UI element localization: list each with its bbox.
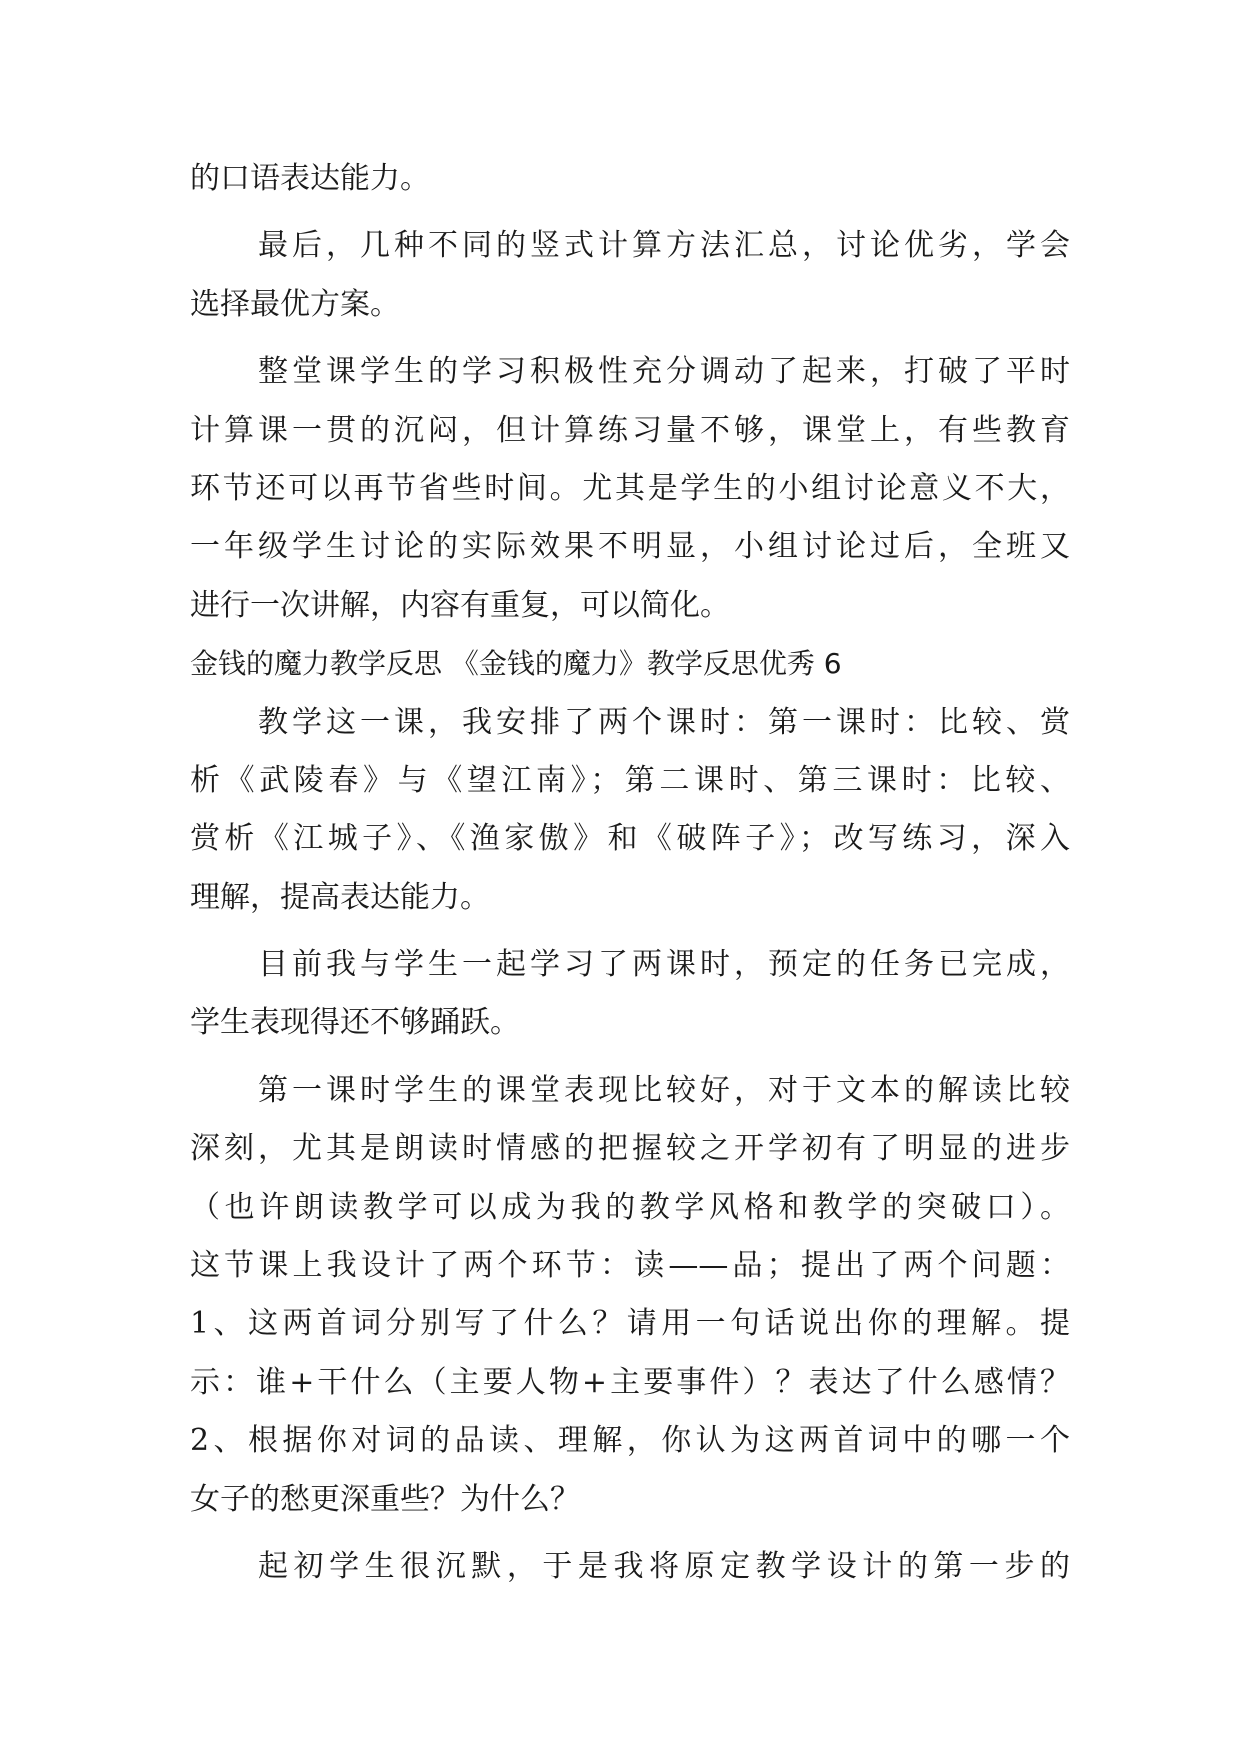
text-line: 一年级学生讨论的实际效果不明显，小组讨论过后，全班又 [190,529,1070,565]
text-line: 教学这一课，我安排了两个课时：第一课时：比较、赏 [258,704,1070,740]
text-line: 赏析《江城子》、《渔家傲》和《破阵子》；改写练习，深入 [190,821,1070,857]
text-line: 2、根据你对词的品读、理解，你认为这两首词中的哪一个 [190,1423,1070,1459]
text-line: 环节还可以再节省些时间。尤其是学生的小组讨论意义不大， [190,470,1070,506]
text-line: 析《武陵春》与《望江南》；第二课时、第三课时：比较、 [190,762,1070,798]
text-line: 学生表现得还不够踊跃。 [190,1005,520,1041]
text-line: 这节课上我设计了两个环节：读——品；提出了两个问题： [190,1248,1070,1284]
text-line: 1、这两首词分别写了什么？请用一句话说出你的理解。提 [190,1306,1070,1342]
text-line: 的口语表达能力。 [190,161,430,196]
document-page [190,150,1070,1596]
text-line: （也许朗读教学可以成为我的教学风格和教学的突破口）。 [190,1189,1070,1225]
text-line: 计算课一贯的沉闷，但计算练习量不够，课堂上，有些教育 [190,412,1070,448]
text-line: 示：谁+干什么（主要人物+主要事件）？表达了什么感情？ [190,1364,1070,1400]
text-line: 目前我与学生一起学习了两课时，预定的任务已完成， [258,947,1070,983]
text-line: 第一课时学生的课堂表现比较好，对于文本的解读比较 [258,1072,1070,1108]
text-line: 深刻，尤其是朗读时情感的把握较之开学初有了明显的进步 [190,1131,1070,1167]
text-line: 选择最优方案。 [190,286,400,322]
text-line: 起初学生很沉默，于是我将原定教学设计的第一步的 [258,1548,1070,1584]
text-line: 整堂课学生的学习积极性充分调动了起来，打破了平时 [258,354,1070,390]
section-heading: 金钱的魔力教学反思 《金钱的魔力》教学反思优秀 6 [190,647,842,681]
text-line: 进行一次讲解，内容有重复，可以简化。 [190,587,730,623]
text-line: 最后，几种不同的竖式计算方法汇总，讨论优劣，学会 [258,228,1070,264]
text-line: 女子的愁更深重些？为什么？ [190,1481,580,1517]
text-line: 理解，提高表达能力。 [190,879,490,915]
